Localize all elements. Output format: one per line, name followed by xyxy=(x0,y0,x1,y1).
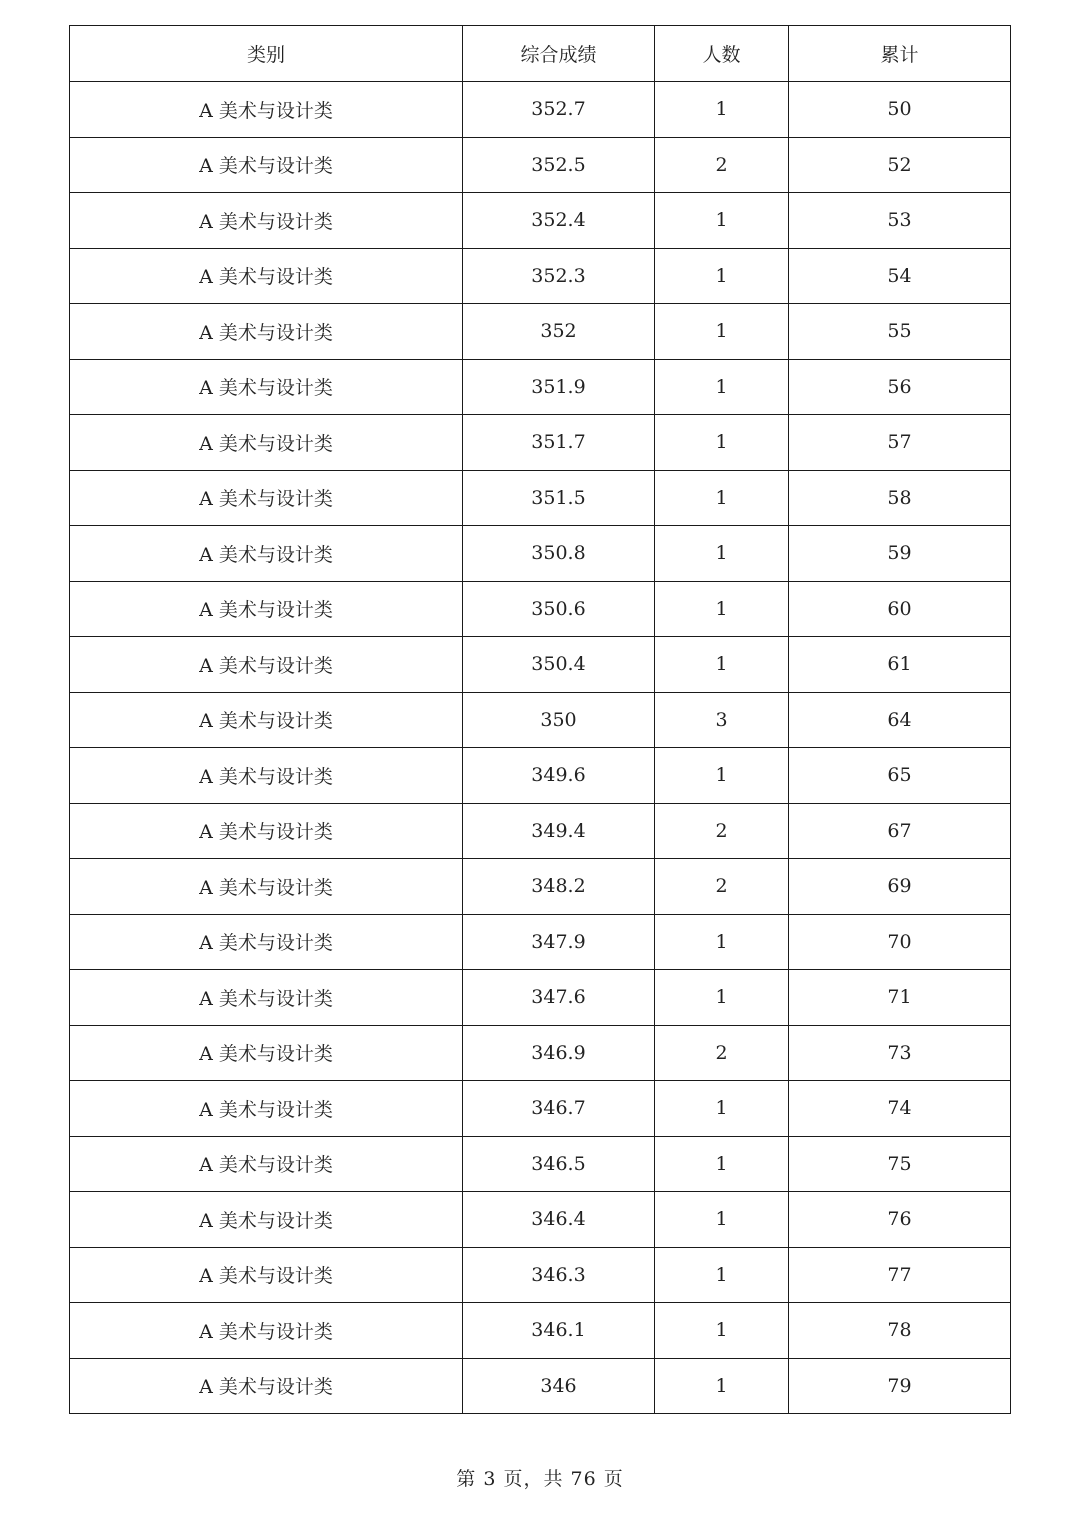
cell-score: 350.6 xyxy=(463,581,655,637)
table-row xyxy=(70,803,1011,859)
cell-category: A 美术与设计类 xyxy=(70,248,463,304)
cell-score: 350.8 xyxy=(463,526,655,582)
cell-category: A 美术与设计类 xyxy=(70,137,463,193)
cell-count: 1 xyxy=(655,82,789,138)
cell-cumulative: 70 xyxy=(789,914,1011,970)
header-cumulative: 累计 xyxy=(789,26,1011,82)
cell-category: A 美术与设计类 xyxy=(70,637,463,693)
cell-cumulative: 55 xyxy=(789,304,1011,360)
cell-cumulative: 57 xyxy=(789,415,1011,471)
cell-category: A 美术与设计类 xyxy=(70,859,463,915)
cell-category: A 美术与设计类 xyxy=(70,748,463,804)
cell-count: 1 xyxy=(655,304,789,360)
table-header-row xyxy=(70,26,1011,82)
cell-cumulative: 53 xyxy=(789,193,1011,249)
cell-score: 346.5 xyxy=(463,1136,655,1192)
cell-cumulative: 59 xyxy=(789,526,1011,582)
cell-score: 352.4 xyxy=(463,193,655,249)
table-row xyxy=(70,359,1011,415)
cell-score: 346.7 xyxy=(463,1081,655,1137)
cell-score: 351.5 xyxy=(463,470,655,526)
cell-score: 346 xyxy=(463,1358,655,1414)
cell-count: 2 xyxy=(655,859,789,915)
cell-count: 1 xyxy=(655,359,789,415)
table-row xyxy=(70,1081,1011,1137)
cell-count: 2 xyxy=(655,1025,789,1081)
cell-cumulative: 71 xyxy=(789,970,1011,1026)
cell-score: 347.6 xyxy=(463,970,655,1026)
table-row xyxy=(70,970,1011,1026)
table-row xyxy=(70,1192,1011,1248)
cell-cumulative: 65 xyxy=(789,748,1011,804)
cell-cumulative: 76 xyxy=(789,1192,1011,1248)
cell-count: 1 xyxy=(655,748,789,804)
table-row xyxy=(70,859,1011,915)
cell-count: 1 xyxy=(655,914,789,970)
cell-cumulative: 50 xyxy=(789,82,1011,138)
cell-score: 346.4 xyxy=(463,1192,655,1248)
table-row xyxy=(70,526,1011,582)
cell-score: 352 xyxy=(463,304,655,360)
table-row xyxy=(70,581,1011,637)
cell-category: A 美术与设计类 xyxy=(70,970,463,1026)
table-row xyxy=(70,137,1011,193)
cell-count: 1 xyxy=(655,970,789,1026)
cell-score: 348.2 xyxy=(463,859,655,915)
cell-category: A 美术与设计类 xyxy=(70,359,463,415)
cell-count: 2 xyxy=(655,803,789,859)
cell-category: A 美术与设计类 xyxy=(70,1247,463,1303)
cell-count: 1 xyxy=(655,526,789,582)
cell-count: 1 xyxy=(655,193,789,249)
cell-count: 2 xyxy=(655,137,789,193)
cell-score: 350 xyxy=(463,692,655,748)
table-row xyxy=(70,415,1011,471)
cell-cumulative: 69 xyxy=(789,859,1011,915)
cell-count: 1 xyxy=(655,1358,789,1414)
cell-category: A 美术与设计类 xyxy=(70,692,463,748)
cell-cumulative: 54 xyxy=(789,248,1011,304)
table-row xyxy=(70,82,1011,138)
header-count: 人数 xyxy=(655,26,789,82)
table-row xyxy=(70,470,1011,526)
cell-count: 1 xyxy=(655,1192,789,1248)
table-row xyxy=(70,1136,1011,1192)
cell-category: A 美术与设计类 xyxy=(70,415,463,471)
cell-cumulative: 61 xyxy=(789,637,1011,693)
cell-cumulative: 78 xyxy=(789,1303,1011,1359)
cell-cumulative: 58 xyxy=(789,470,1011,526)
cell-score: 350.4 xyxy=(463,637,655,693)
header-score: 综合成绩 xyxy=(463,26,655,82)
cell-score: 349.6 xyxy=(463,748,655,804)
cell-score: 346.1 xyxy=(463,1303,655,1359)
cell-count: 1 xyxy=(655,1303,789,1359)
cell-category: A 美术与设计类 xyxy=(70,82,463,138)
cell-category: A 美术与设计类 xyxy=(70,526,463,582)
cell-cumulative: 77 xyxy=(789,1247,1011,1303)
table-row xyxy=(70,748,1011,804)
cell-category: A 美术与设计类 xyxy=(70,1136,463,1192)
table-row xyxy=(70,1303,1011,1359)
table-row xyxy=(70,914,1011,970)
cell-score: 349.4 xyxy=(463,803,655,859)
cell-category: A 美术与设计类 xyxy=(70,470,463,526)
cell-category: A 美术与设计类 xyxy=(70,1081,463,1137)
cell-score: 352.5 xyxy=(463,137,655,193)
cell-count: 1 xyxy=(655,248,789,304)
cell-category: A 美术与设计类 xyxy=(70,581,463,637)
cell-cumulative: 56 xyxy=(789,359,1011,415)
table-row xyxy=(70,193,1011,249)
cell-cumulative: 52 xyxy=(789,137,1011,193)
cell-count: 1 xyxy=(655,415,789,471)
cell-count: 3 xyxy=(655,692,789,748)
cell-count: 1 xyxy=(655,581,789,637)
cell-score: 352.7 xyxy=(463,82,655,138)
cell-score: 351.9 xyxy=(463,359,655,415)
cell-cumulative: 79 xyxy=(789,1358,1011,1414)
cell-score: 346.9 xyxy=(463,1025,655,1081)
cell-count: 1 xyxy=(655,1136,789,1192)
table-row xyxy=(70,1247,1011,1303)
cell-cumulative: 75 xyxy=(789,1136,1011,1192)
cell-cumulative: 60 xyxy=(789,581,1011,637)
cell-score: 351.7 xyxy=(463,415,655,471)
cell-category: A 美术与设计类 xyxy=(70,304,463,360)
table-row xyxy=(70,692,1011,748)
cell-count: 1 xyxy=(655,1247,789,1303)
score-table xyxy=(69,25,1011,1414)
cell-cumulative: 73 xyxy=(789,1025,1011,1081)
cell-cumulative: 67 xyxy=(789,803,1011,859)
cell-score: 346.3 xyxy=(463,1247,655,1303)
cell-count: 1 xyxy=(655,470,789,526)
cell-category: A 美术与设计类 xyxy=(70,193,463,249)
cell-count: 1 xyxy=(655,1081,789,1137)
cell-score: 347.9 xyxy=(463,914,655,970)
header-category: 类别 xyxy=(70,26,463,82)
table-row xyxy=(70,304,1011,360)
cell-category: A 美术与设计类 xyxy=(70,914,463,970)
table-row xyxy=(70,637,1011,693)
cell-category: A 美术与设计类 xyxy=(70,1192,463,1248)
cell-score: 352.3 xyxy=(463,248,655,304)
page-number: 第 3 页，共 76 页 xyxy=(456,1468,624,1490)
cell-count: 1 xyxy=(655,637,789,693)
cell-category: A 美术与设计类 xyxy=(70,803,463,859)
cell-cumulative: 74 xyxy=(789,1081,1011,1137)
cell-category: A 美术与设计类 xyxy=(70,1025,463,1081)
table-row xyxy=(70,1025,1011,1081)
table-row xyxy=(70,248,1011,304)
table-body xyxy=(70,82,1011,1414)
cell-category: A 美术与设计类 xyxy=(70,1358,463,1414)
cell-category: A 美术与设计类 xyxy=(70,1303,463,1359)
cell-cumulative: 64 xyxy=(789,692,1011,748)
table-row xyxy=(70,1358,1011,1414)
